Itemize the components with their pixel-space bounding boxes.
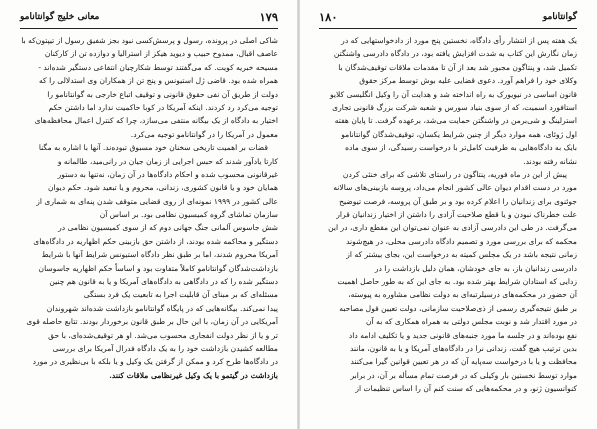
text-line: زدایی که استادان شرایط بهتر شده بود. به جای این که به طور حاصل اهمیت [337, 277, 577, 287]
text-line: تر و یا از نظر دولت انفجاری محسوب می‌شد. او هر توقیف‌شده‌ای، با حق [48, 330, 278, 340]
text-line: نشانه رفته بودند. [523, 156, 577, 166]
text-line: می‌گرفت. در طی این دادرسی آزادی به عنوان نمی‌توان این مقطع داری، در این [328, 223, 577, 233]
text-line: عاصف اقبال، ممدوح حبیب و دیوید هیکز از استرالیا و دوازده تن از کارکنان [44, 49, 278, 59]
text-line: بازداشت‌شدگان گوانتانامو کاملاً متفاوت بود و اساساً حکم اظهاریه جاسوسان [38, 263, 278, 273]
text-line: یک هفته پس از انتشار رأی دادگاه، نخستین پنج مورد از دادخواستهایی که در [341, 36, 577, 45]
left-page-header [20, 8, 278, 26]
text-line: دستگیر شده را که در دادگاهی به دادگاه‌های آمریکا و یا به قانون هم چنین [49, 277, 278, 287]
text-line: وکلای خود را فراهم آورد. دعوی قضایی علیه بوش توسط مرکز حقوق [359, 76, 577, 86]
text-line: دادرسی زندانیان باز، به جای خودشان، همان دلیل بازداشت را در [374, 263, 577, 273]
text-line: محافظت و یا با درخواست سه‌پایه آن که در هر تعیین قوانین گیرا می‌کنند [350, 357, 577, 367]
text-line: بایک به دادگاه‌هایی به طرفیت کامل‌تر با درخواست رسیدگی، از سوی ماده [345, 143, 577, 153]
text-line: توجیه می‌کرد رد کردند. اینکه آمریکا در کوبا حاکمیت ندارد اما داشتن حکم [48, 102, 278, 112]
text-line: کنوانسیون ژنو، و در محکمه‌هایی که سنت کنم آن را اساس تنظیمات از [355, 384, 577, 394]
text-line: محکمه که برای بررسی مورد و تصمیم دادگاه دادرسی محلی، در هیچ‌شوند [346, 236, 577, 246]
text-line: علت خطرناک نبودن و یا قطع صلاحیت آزادی را داشتن از اختیار زندانیان قرار [336, 210, 577, 220]
text-line: جوئنوی برای زندانیان را اعلام کرده بود و بر طبق آن پروسه، فرصت تیوضیح [339, 196, 577, 206]
text-line: زمانی نتیجه باشد در یک مجلس کمیته به درخواست این، بجای بیشتر که از [346, 250, 577, 260]
text-line: تکمیل شد، و پنتاگون مجبور شد بعد از آن تا مقدمات ملاقات توقیف‌شدگان با [338, 62, 577, 72]
text-line: کارتا یادآور شدند که حبس اجرایی از زمان جیان در رانی‌مید، طالمانه و [57, 156, 278, 166]
text-line: بازداشت در گیتمو با یک وکیل غیرنظامی ملاقات کنند. [109, 370, 278, 380]
text-line: اول ژوئای، همه موارد دیگر از چنین شرایط یکسان، توقیف‌شدگان گوانتانامو [341, 129, 577, 139]
text-line: پیش از این در ماه فوریه، پنتاگون در راستای تلاشی که برای خنثی کردن [342, 169, 567, 179]
left-page-number: ۱۷۹ [259, 10, 278, 24]
text-line: در دادگاه‌ها طرح کرد و ممکن از گرفتن یک وکیل و یا بلکه با بی‌نظیری در مورد [32, 357, 278, 367]
text-line: آن حضور در محکمه‌های درسیلرتبه‌ای به دولت نظامی مشاوره به پیوسته، [348, 290, 577, 300]
text-line: دولت از طریق آن نفی حقوق قانونی و توقیف اتباع خارجی به گوانتانامو را [47, 89, 278, 99]
left-page-body [20, 34, 278, 421]
text-line: آمریکا محروم شدند، اما بر طبق نظر دادگاه استیونس شرایط آنها با شرایط [41, 250, 278, 260]
text-line: مسئله‌ای که بر مبنای آن قابلیت اجرا به تابعیت یک فرد بستگی [83, 290, 278, 300]
text-line: عالی کشور در ۱۹۹۹ نمونه‌ای از روی قضایی متوقف شدن پنه‌ای به شماری از [36, 196, 278, 206]
text-line: همایان خود و یا قانون کشوری، زندانی، محروم و یا تبعید شود. حکم دیوان [48, 183, 278, 193]
text-line: شاکی اصلی در پرونده، رسول و پرسش‌کسی نبود بجز شفیق رسول از تیپتون‌که با [21, 36, 278, 45]
text-line: آمریکایی در آن زمان، با این حال بر طبق قانون برخوردار بودند. تتابع حاصله قوی [26, 317, 278, 327]
text-line: دستگیر و محاکمه شده بودند، از داشتن حق بازبینی حکم اظهاریه در دادگاه‌های [33, 236, 278, 246]
text-line: استرلینگ و شی‌برمن در واشنگتن حمایت می‌شد، برعهده گرفت. تا پایان هفته [334, 116, 577, 126]
text-line: استافورد اسمیت، که از سوی بنیاد سورس و شعبه شرکت بزرگ قانونی تجاری [332, 102, 577, 112]
text-line: غیرقانونی محسوب شده و احکام دادگاه‌ها در آن زمان، نه‌تنها به دستور [57, 169, 278, 179]
left-running-title: معانی خلیج گوانتانامو [20, 12, 100, 22]
text-line: سازمان تماشای گروه کمیسیون نظامی بود. بر اساس آن [99, 210, 278, 220]
text-line: زمان نگارش این کتاب به شدت افزایش یافته بود، در دادگاه دادرسی واشنگتن [333, 49, 577, 59]
right-page-number: ۱۸۰ [319, 10, 338, 24]
right-page-header [319, 8, 577, 26]
text-line: مطالعه کشیدن بازداشت خود را به یک دادگاه فدرال آمریکا برای بررسی [52, 343, 278, 353]
text-line: معمول در آمریکا را در گوانتانامو توجیه می‌کرد. [130, 129, 278, 139]
right-header-rule [319, 28, 577, 29]
text-line: در مورد اقتدار شد و نوبت مجلس دولتی به همراه همکاری که به آن [366, 317, 577, 327]
left-header-rule [20, 28, 278, 29]
text-line: مسیحه خبریه کویت. که می‌گفتند توسط شکارچیان انتفاعی دستگیر شده‌اند - [38, 62, 278, 72]
text-line: بر طبق نتیجه‌گیری رسمی از ذی‌صلاحیت سازمانی، دولت تعیین قول مصاحبه [339, 303, 577, 313]
right-page-body [319, 34, 577, 421]
text-line: پیدا نمی‌کند. بیگانه‌هایی که در پایگاه گوانتانامو بازداشت شده‌اند شهروندان [46, 303, 278, 313]
right-running-title: گوانتانامو [542, 12, 577, 22]
text-line: مورد در دست اقدام دیوان عالی کشور انجام می‌داد، پروسه بازبینی‌های سالانه [333, 183, 577, 193]
text-line: موارد توسط نخستین بار وکیلی که در فرصت تمام مسأله بر آن، در برابر [350, 370, 577, 380]
text-line: شش جاسوس آلمانی جنگ جهانی دوم که از سوی کمیسیون نظامی در [58, 223, 278, 233]
text-line: قضات بر اهمیت تاریخی سخنان خود مسبوق تبوده‌ند. آنها با اشاره به مگنا [38, 143, 268, 153]
text-line: بدین ترتیب هیچ گفت، زندانی نرا در دادگاه‌های آمریکا و یا به قانون، مانند [350, 343, 577, 353]
text-line: اختیار به دادگاه از یک بیگانه منتفی می‌سازد، چرا که کنترل اعمال محافظه‌های [34, 116, 278, 126]
text-line: نفع بوده‌اند و در جلسه ما مورد جنبه‌های قانونی جدید و یا تکلیف ادامه داد [348, 330, 577, 340]
text-line: همراه شده بود. قاضی ژل استیونس و پنج تن از همکاران وی استدلالی را که [38, 76, 278, 86]
right-page [299, 0, 597, 429]
left-page [0, 0, 298, 429]
text-line: قانون اساسی در نیویورک به راه انداخته شد و هدایت آن را وکیل انگلیسی کلایو [329, 89, 577, 99]
